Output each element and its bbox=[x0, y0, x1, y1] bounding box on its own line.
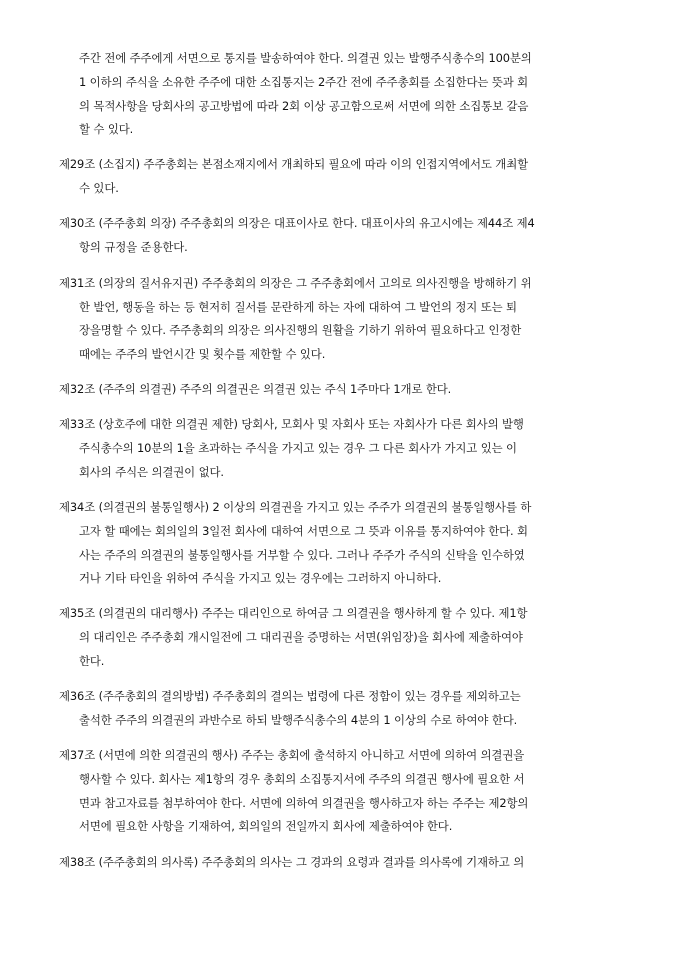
intro-line: 주간 전에 주주에게 서면으로 통지를 발송하여야 한다. 의결권 있는 발행주식총수의 100분의 bbox=[79, 51, 532, 65]
article-30-line: 항의 규정을 준용한다. bbox=[79, 240, 188, 254]
article-34-line: 고자 할 때에는 회의일의 3일전 회사에 대하여 서면으로 그 뜻과 이유를 통지하여야 한다. 회 bbox=[79, 524, 528, 538]
article-31-line: 한 발언, 행동을 하는 등 현저히 질서를 문란하게 하는 자에 대하여 그 발언의 정지 또는 퇴 bbox=[79, 300, 517, 314]
article-36-line: 제36조 (주주총회의 결의방법) 주주총회의 결의는 법령에 다른 정함이 있는 경우를 제외하고는 bbox=[59, 689, 521, 703]
article-33-line: 회사의 주식은 의결권이 없다. bbox=[79, 465, 224, 479]
article-37-line: 제37조 (서면에 의한 의결권의 행사) 주주는 총회에 출석하지 아니하고 서면에 의하여 의결권을 bbox=[59, 748, 525, 762]
article-38-line: 제38조 (주주총회의 의사록) 주주총회의 의사는 그 경과의 요령과 결과를 의사록에 기재하고 의 bbox=[59, 855, 525, 869]
article-34-line: 제34조 (의결권의 불통일행사) 2 이상의 의결권을 가지고 있는 주주가 의결권의 불통일행사를 하 bbox=[59, 500, 532, 514]
article-31-line: 제31조 (의장의 질서유지권) 주주총회의 의장은 그 주주총회에서 고의로 의사진행을 방해하기 위 bbox=[59, 276, 532, 290]
article-31-line: 때에는 주주의 발언시간 및 횟수를 제한할 수 있다. bbox=[79, 347, 326, 361]
article-33-line: 제33조 (상호주에 대한 의결권 제한) 당회사, 모회사 및 자회사 또는 자회사가 다른 회사의 발행 bbox=[59, 417, 524, 431]
article-35-line: 제35조 (의결권의 대리행사) 주주는 대리인으로 하여금 그 의결권을 행사하게 할 수 있다. 제1항 bbox=[59, 606, 528, 620]
article-35-line: 의 대리인은 주주총회 개시일전에 그 대리권을 증명하는 서면(위임장)을 회사에 제출하여야 bbox=[79, 630, 523, 644]
article-33-line: 주식총수의 10분의 1을 초과하는 주식을 가지고 있는 경우 그 다른 회사가 가지고 있는 이 bbox=[79, 441, 517, 455]
article-35-line: 한다. bbox=[79, 654, 105, 668]
article-30-line: 제30조 (주주총회 의장) 주주총회의 의장은 대표이사로 한다. 대표이사의 유고시에는 제44조 제4 bbox=[59, 216, 535, 230]
article-29-line: 수 있다. bbox=[79, 181, 119, 195]
article-32-line: 제32조 (주주의 의결권) 주주의 의결권은 의결권 있는 주식 1주마다 1개로 한다. bbox=[59, 382, 452, 396]
intro-line: 할 수 있다. bbox=[79, 122, 134, 136]
article-34-line: 사는 주주의 의결권의 불통일행사를 거부할 수 있다. 그러나 주주가 주식의 신탁을 인수하였 bbox=[79, 548, 525, 562]
article-37-line: 서면에 필요한 사항을 기재하여, 회의일의 전일까지 회사에 제출하여야 한다. bbox=[79, 819, 453, 833]
article-34-line: 거나 기타 타인을 위하여 주식을 가지고 있는 경우에는 그러하지 아니하다. bbox=[79, 571, 442, 585]
article-37-line: 행사할 수 있다. 회사는 제1항의 경우 총회의 소집통지서에 주주의 의결권 행사에 필요한 서 bbox=[79, 772, 525, 786]
intro-line: 1 이하의 주식을 소유한 주주에 대한 소집통지는 2주간 전에 주주총회를 소집한다는 뜻과 회 bbox=[79, 75, 529, 89]
article-36-line: 출석한 주주의 의결권의 과반수로 하되 발행주식총수의 4분의 1 이상의 수로 하여야 한다. bbox=[79, 713, 518, 727]
article-37-line: 면과 참고자료를 첨부하여야 한다. 서면에 의하여 의결권을 행사하고자 하는 주주는 제2항의 bbox=[79, 796, 529, 810]
article-29-line: 제29조 (소집지) 주주총회는 본점소재지에서 개최하되 필요에 따라 이의 인접지역에서도 개최할 bbox=[59, 157, 528, 171]
article-31-line: 장을명할 수 있다. 주주총회의 의장은 의사진행의 원활을 기하기 위하여 필요하다고 인정한 bbox=[79, 323, 522, 337]
intro-line: 의 목적사항을 당회사의 공고방법에 따라 2회 이상 공고함으로써 서면에 의한 소집통보 갈음 bbox=[79, 99, 529, 113]
